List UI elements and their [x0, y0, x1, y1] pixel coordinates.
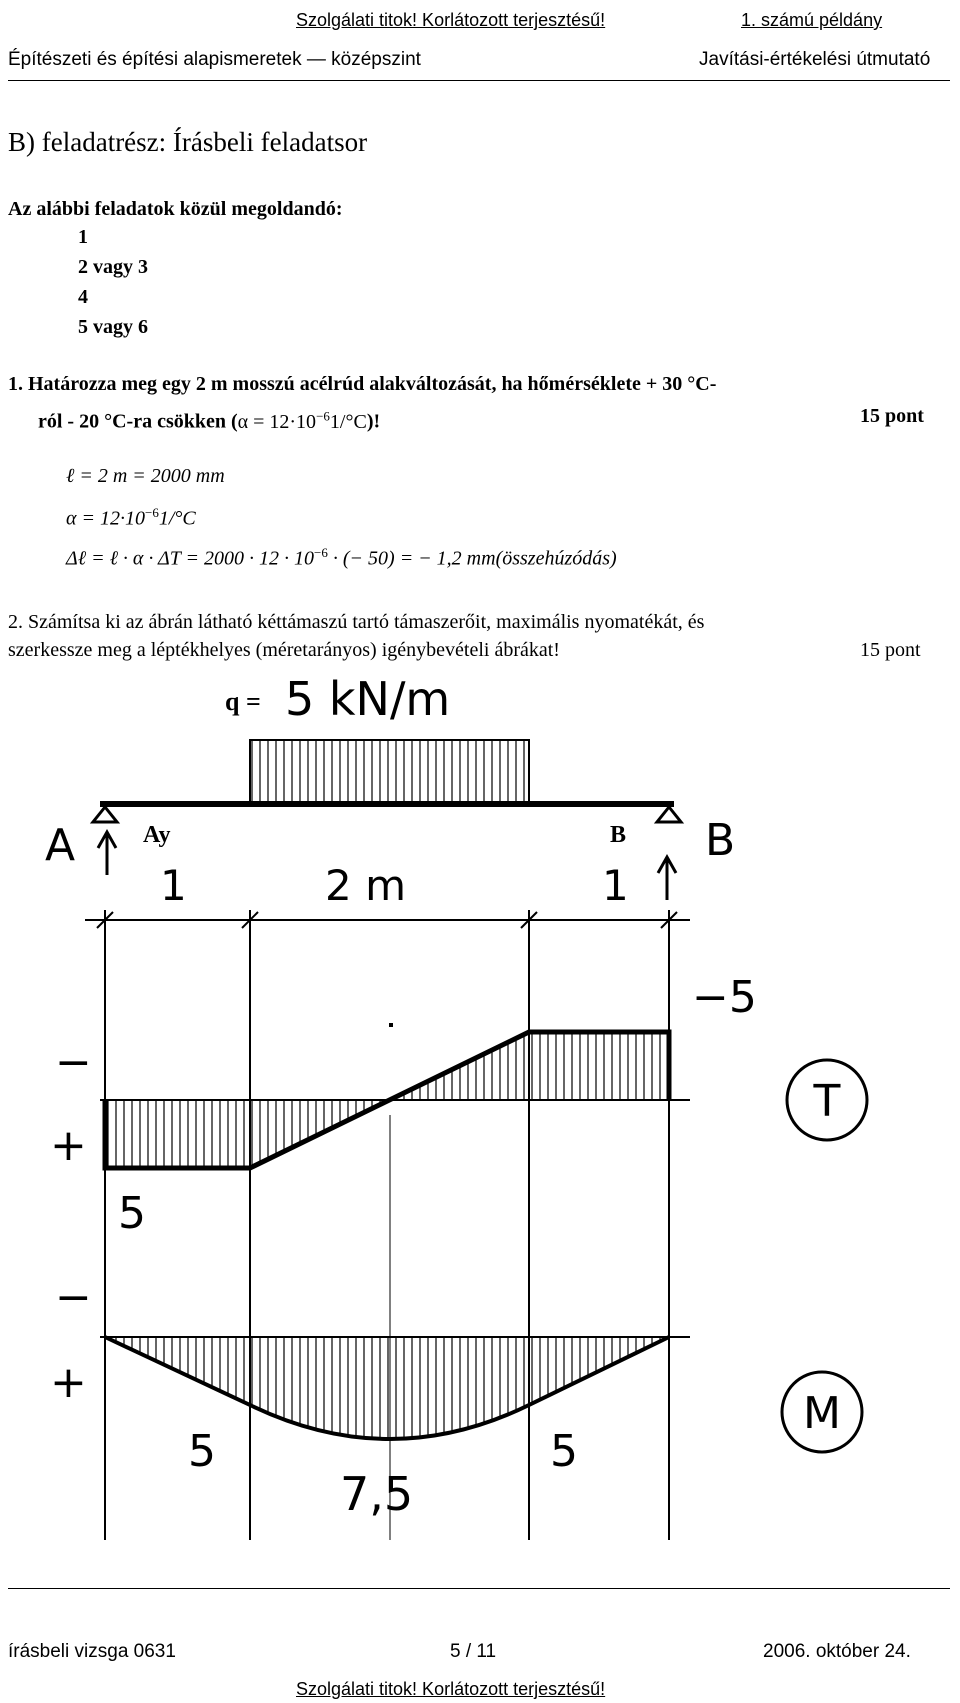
support-a-icon	[93, 807, 117, 822]
reaction-b-label: B	[610, 822, 627, 848]
moment-symbol: M	[803, 1388, 841, 1439]
task2-points: 15 pont	[860, 639, 921, 661]
moment-minus-sign: −	[55, 1272, 92, 1323]
support-a-label: A	[45, 820, 76, 871]
shear-symbol: T	[813, 1076, 841, 1127]
intro-item: 2 vagy 3	[78, 256, 148, 278]
span-label: 1	[602, 861, 629, 910]
intro-item: 1	[78, 226, 88, 248]
distributed-load	[250, 740, 529, 802]
moment-plus-sign: +	[50, 1357, 87, 1408]
moment-value-max: 7,5	[340, 1467, 414, 1521]
header-secret: Szolgálati titok! Korlátozott terjesztésű!	[296, 10, 606, 30]
task1-points: 15 pont	[860, 405, 924, 427]
support-b-label: B	[705, 815, 736, 866]
task1-eq1: ℓ = 2 m = 2000 mm	[66, 465, 225, 487]
shear-plus-sign: +	[50, 1120, 87, 1171]
moment-diagram	[105, 1337, 669, 1439]
moment-value-left: 5	[188, 1426, 216, 1477]
footer-exam: írásbeli vizsga 0631	[8, 1641, 176, 1662]
task2-line1: 2. Számítsa ki az ábrán látható kéttámaszú tartó támaszerőit, maximális nyomatékát, és	[8, 611, 705, 633]
moment-value-right: 5	[550, 1426, 578, 1477]
header-subject: Építészeti és építési alapismeretek — középszint	[8, 49, 421, 70]
q-value: 5 kN/m	[285, 672, 451, 726]
reaction-ay-label: Ay	[143, 822, 171, 848]
task1-eq2: $\alpha = 12\cdot 10^{-6}1/^\circ C$	[66, 505, 196, 530]
task1-line1: 1. Határozza meg egy 2 m mosszú acélrúd alakváltozását, ha hőmérséklete + 30 °C-	[8, 373, 717, 395]
reaction-arrow-b-icon	[658, 857, 676, 900]
intro-item: 5 vagy 6	[78, 316, 148, 338]
header-rule	[8, 80, 950, 81]
shear-value-left: 5	[118, 1188, 146, 1239]
footer-rule	[8, 1588, 950, 1589]
task2-line2: szerkessze meg a léptékhelyes (méretarányos) igénybevételi ábrákat!	[8, 639, 560, 661]
header-guide: Javítási-értékelési útmutató	[699, 49, 931, 70]
beam-diagram	[0, 665, 960, 1565]
intro-item: 4	[78, 286, 88, 308]
q-label: q =	[225, 687, 261, 716]
header-copy: 1. számú példány	[741, 10, 883, 30]
shear-value-right: −5	[692, 972, 757, 1023]
footer-secret: Szolgálati titok! Korlátozott terjesztésű!	[296, 1679, 606, 1699]
task1-line2: ról - 20 °C-ra csökken $(\alpha = 12\cdot 10^{-6}1/^\circ C)$!	[38, 408, 381, 433]
shear-minus-sign: −	[55, 1037, 92, 1088]
footer-page: 5 / 11	[450, 1641, 497, 1662]
beam	[100, 801, 674, 807]
reaction-arrow-a-icon	[98, 832, 116, 875]
support-b-icon	[657, 807, 681, 822]
span-label: 2 m	[325, 861, 406, 910]
section-title: B) feladatrész: Írásbeli feladatsor	[8, 127, 368, 157]
footer-date: 2006. október 24.	[763, 1641, 911, 1662]
task1-eq3: Δℓ = ℓ · $\alpha \cdot \Delta T = 2000 \cdot 12 \cdot 10^{-6}$ · (− 50) = − 1,2 mm(összehúzódás)	[66, 545, 617, 570]
intro-lead: Az alábbi feladatok közül megoldandó:	[8, 198, 343, 220]
span-label: 1	[160, 861, 187, 910]
